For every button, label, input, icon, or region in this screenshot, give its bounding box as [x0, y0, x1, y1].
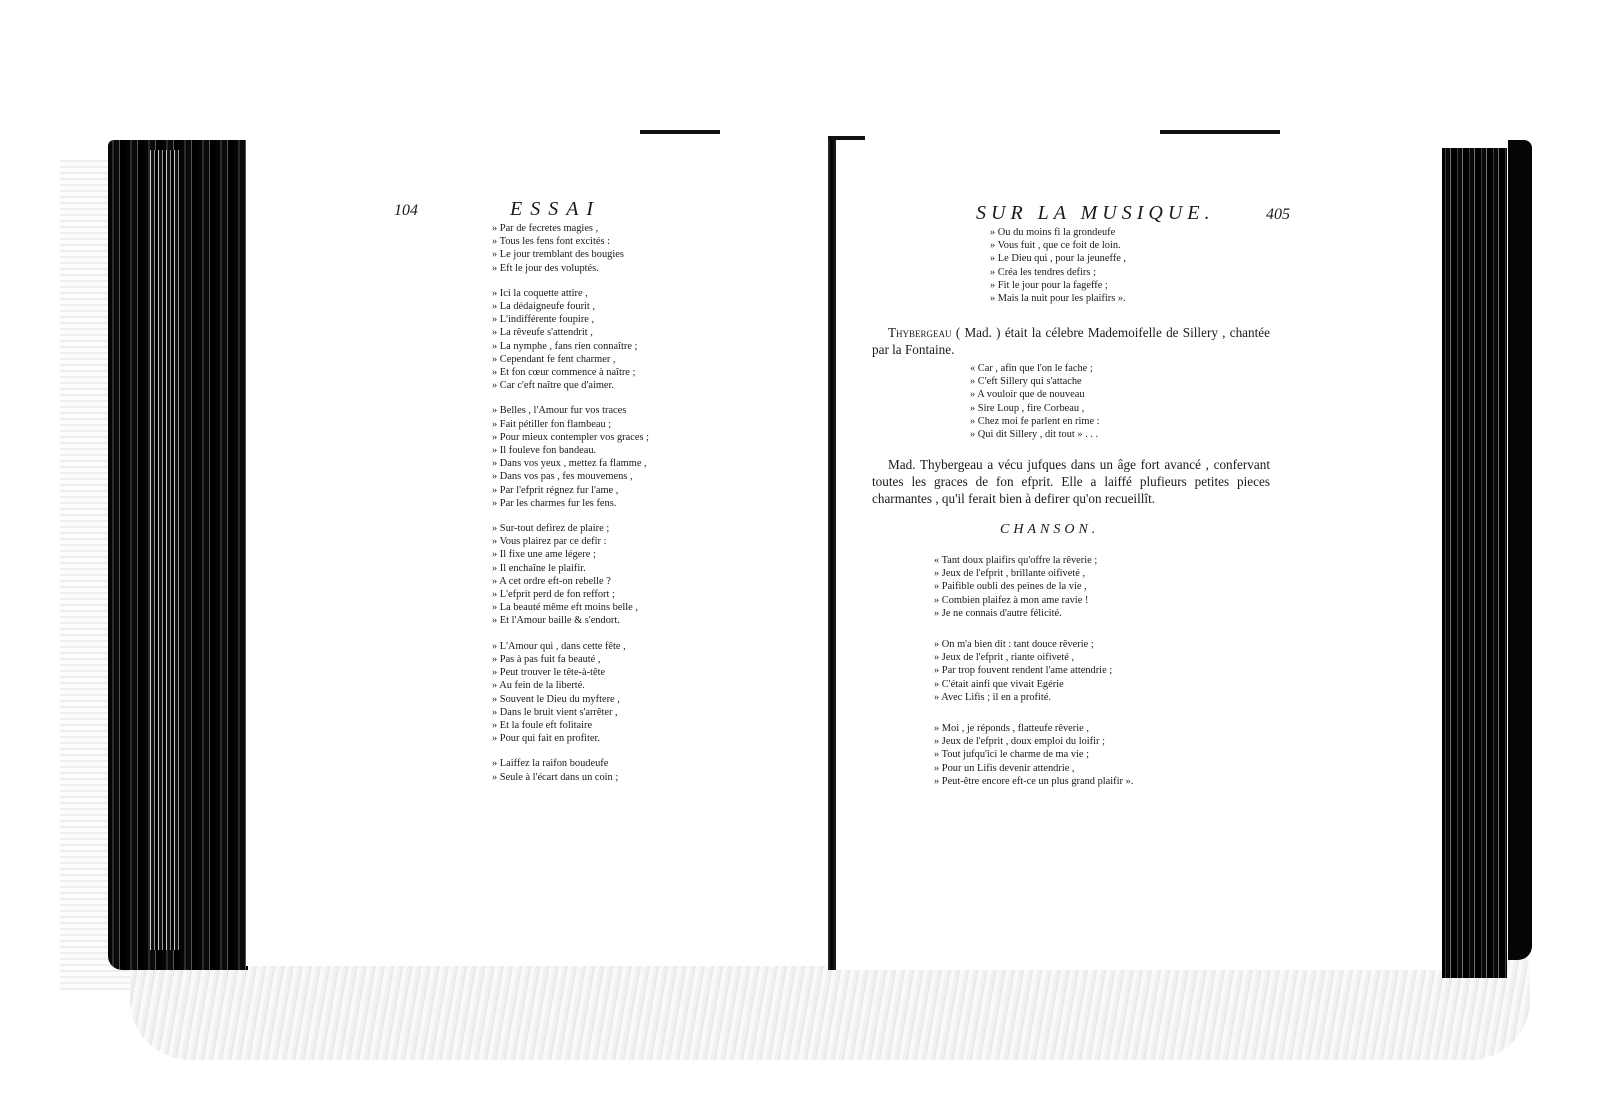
verse-line: » L'indifférente foupire , — [492, 314, 595, 326]
verse-line: » Car c'eft naître que d'aimer. — [492, 380, 615, 392]
opening-stanza — [990, 226, 1126, 305]
song-title: CHANSON. — [1000, 522, 1100, 537]
verse-line: » Cependant fe fent charmer , — [492, 353, 616, 365]
verse-line: » Ici la coquette attire , — [492, 287, 588, 299]
verse-line: » Avec Lifis ; il en a profité. — [934, 691, 1051, 703]
verse-line: » Qui dit Sillery , dit tout » . . . — [970, 429, 1099, 441]
verse-line: » Tous les fens font excités : — [492, 236, 610, 248]
verse-line: » L'Amour qui , dans cette fête , — [492, 640, 626, 652]
left-page — [246, 136, 828, 966]
page-top-edge-right — [1160, 130, 1280, 134]
verse-line: » Par trop fouvent rendent l'ame attendrie ; — [934, 665, 1113, 677]
verse-line: » A vouloir que de nouveau — [970, 389, 1085, 401]
verse-line: » Pour qui fait en profiter. — [492, 733, 600, 745]
verse-line: » Ou du moins fi la grondeufe — [990, 227, 1116, 238]
verse-line: » Peut-être encore eft-ce un plus grand plaifir ». — [934, 775, 1134, 787]
verse-line: » Chez moi fe parlent en rime : — [970, 415, 1100, 427]
verse-line: » Dans vos yeux , mettez fa flamme , — [492, 458, 647, 470]
book-edge-left-pages — [150, 150, 180, 950]
verse-line: » Par de fecretes magies , — [492, 223, 599, 234]
paragraph-mad-thybergeau — [872, 456, 1270, 507]
right-page — [836, 144, 1442, 970]
verse-line: » Et fon cœur commence à naître ; — [492, 367, 636, 379]
right-running-head: SUR LA MUSIQUE. — [976, 202, 1215, 224]
verse-line: » La nymphe , fans rien connaître ; — [492, 340, 638, 352]
book-spine — [828, 140, 836, 970]
verse-line: » Souvent le Dieu du myftere , — [492, 693, 620, 705]
name-smallcaps: Thybergeau — [888, 325, 952, 340]
verse-line: » Combien plaifez à mon ame ravie ! — [934, 594, 1089, 606]
verse-line: » Seule à l'écart dans un coin ; — [492, 771, 619, 783]
verse-line: » Vous fuit , que ce foit de loin. — [990, 240, 1121, 252]
stanza — [492, 287, 649, 393]
verse-line: » Eft le jour des voluptés. — [492, 262, 599, 274]
verse-line: » Pas à pas fuit fa beauté , — [492, 653, 601, 665]
verse-line: » Et l'Amour baille & s'endort. — [492, 615, 620, 627]
left-verse-block — [492, 222, 649, 796]
verse-line: » Jeux de l'efprit , doux emploi du loifir ; — [934, 736, 1105, 748]
verse-line: » Laiffez la raifon boudeufe — [492, 758, 609, 770]
right-page-number: 405 — [1266, 206, 1290, 223]
verse-line: » Jeux de l'efprit , riante oifiveté , — [934, 652, 1075, 664]
verse-line: » Le Dieu qui , pour la jeuneffe , — [990, 253, 1126, 265]
verse-line: » Moi , je réponds , flatteufe rêverie , — [934, 723, 1089, 735]
verse-line: » Fit le jour pour la fageffe ; — [990, 279, 1108, 291]
song-verses — [934, 554, 1133, 800]
left-page-number: 104 — [394, 202, 418, 219]
fontaine-quote — [970, 362, 1100, 441]
verse-line: » Dans vos pas , fes mouvemens , — [492, 471, 633, 483]
stanza — [492, 522, 649, 628]
verse-line: » L'efprit perd de fon reffort ; — [492, 589, 615, 601]
verse-line: » Paifible oubli des peines de la vie , — [934, 581, 1087, 593]
verse-line: « Tant doux plaifirs qu'offre la rêverie ; — [934, 555, 1098, 566]
verse-line: » Je ne connais d'autre félicité. — [934, 607, 1062, 619]
verse-line: » Mais la nuit pour les plaifirs ». — [990, 293, 1126, 305]
verse-line: » Tout jufqu'ici le charme de ma vie ; — [934, 749, 1090, 761]
verse-line: » Pour un Lifis devenir attendrie , — [934, 762, 1075, 774]
verse-line: » Fait pétiller fon flambeau ; — [492, 418, 612, 430]
verse-line: » Pour mieux contempler vos graces ; — [492, 431, 649, 443]
book-edge-right-pages — [1442, 148, 1507, 978]
verse-line: » Le jour tremblant des bougies — [492, 249, 624, 261]
verse-line: » Il enchaîne le plaifir. — [492, 562, 586, 574]
stanza — [492, 757, 649, 783]
verse-line: » Par les charmes fur les fens. — [492, 497, 617, 509]
paragraph-thybergeau — [872, 324, 1270, 358]
stanza — [492, 404, 649, 510]
left-running-head: ESSAI — [510, 198, 602, 220]
verse-line: » Au fein de la liberté. — [492, 680, 585, 692]
verse-line: » La rêveufe s'attendrit , — [492, 327, 593, 339]
verse-line: » Il fouleve fon bandeau. — [492, 445, 597, 457]
verse-line: » Peut trouver le tête-à-tête — [492, 667, 606, 679]
verse-line: » Sur-tout defirez de plaire ; — [492, 523, 610, 535]
stanza — [492, 640, 649, 746]
verse-line: » C'eft Sillery qui s'attache — [970, 376, 1082, 388]
stanza — [934, 554, 1133, 620]
verse-line: » Dans le bruit vient s'arrêter , — [492, 706, 618, 718]
page-top-edge-left — [640, 130, 720, 134]
verse-line: » Sire Loup , fire Corbeau , — [970, 402, 1085, 414]
verse-line: » Belles , l'Amour fur vos traces — [492, 405, 627, 417]
stanza — [492, 222, 649, 275]
verse-line: » La beauté même eft moins belle , — [492, 602, 638, 614]
verse-line: » On m'a bien dit : tant douce rêverie ; — [934, 639, 1094, 651]
verse-line: « Car , afin que l'on le fache ; — [970, 363, 1093, 374]
verse-line: » A cet ordre eft-on rebelle ? — [492, 575, 611, 587]
stanza — [934, 722, 1133, 788]
verse-line: » Par l'efprit régnez fur l'ame , — [492, 484, 619, 496]
stanza — [934, 638, 1133, 704]
verse-line: » Il fixe une ame légere ; — [492, 549, 596, 561]
verse-line: » Jeux de l'efprit , brillante oifiveté , — [934, 568, 1086, 580]
verse-line: » Créa les tendres defirs ; — [990, 266, 1096, 278]
paragraph-text: Mad. Thybergeau a vécu jufques dans un âge fort avancé , confervant toutes les graces de fon efprit. Elle a laiffé plufieurs petites pieces charmantes , qu'il ferait bien à defirer qu'on recueillît. — [872, 457, 1270, 506]
paragraph-text: ( Mad. ) était la célebre Mademoifelle de Sillery , chantée par la Fontaine. — [872, 325, 1270, 357]
verse-line: » C'était ainfi que vivait Egérie — [934, 678, 1064, 690]
verse-line: » La dédaigneufe fourit , — [492, 301, 595, 313]
verse-line: » Vous plairez par ce defir : — [492, 536, 607, 548]
verse-line: » Et la foule eft folitaire — [492, 719, 593, 731]
book-edge-right — [1508, 140, 1532, 960]
